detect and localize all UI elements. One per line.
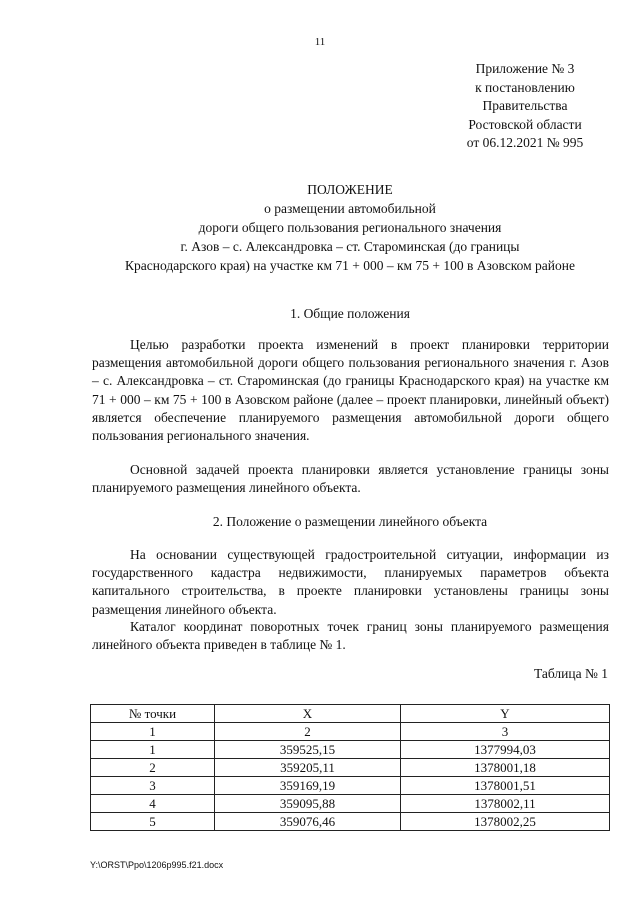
header-point-number: № точки (91, 705, 215, 723)
title-line: дороги общего пользования регионального значения (198, 220, 502, 235)
table-row (91, 741, 610, 759)
title-line: ПОЛОЖЕНИЕ (307, 182, 393, 197)
section1-paragraph2: Основной задачей проекта планировки является установление границы зоны планируемого размещения линейного объекта. (92, 462, 609, 496)
x-value: 359169,19 (215, 777, 401, 795)
table-numbering-row (91, 723, 610, 741)
appendix-block (430, 60, 620, 153)
header-x: X (215, 705, 401, 723)
coordinates-table (90, 704, 610, 831)
section2-paragraph2: Каталог координат поворотных точек границ зоны планируемого размещения линейного объекта приведен в таблице № 1. (92, 619, 609, 653)
x-value: 359525,15 (215, 741, 401, 759)
appendix-line: Приложение № 3 (475, 61, 575, 76)
x-value: 359095,88 (215, 795, 401, 813)
x-value: 359076,46 (215, 813, 401, 831)
numbering-cell: 2 (215, 723, 401, 741)
section2-heading: 2. Положение о размещении линейного объекта (212, 514, 488, 529)
title-line: Краснодарского края) на участке км 71 + 000 – км 75 + 100 в Азовском районе (125, 258, 575, 273)
numbering-cell: 3 (401, 723, 610, 741)
y-value: 1377994,03 (401, 741, 610, 759)
document-title (70, 180, 630, 275)
y-value: 1378001,51 (401, 777, 610, 795)
y-value: 1378001,18 (401, 759, 610, 777)
table-caption: Таблица № 1 (534, 666, 608, 681)
numbering-cell: 1 (91, 723, 215, 741)
title-line: о размещении автомобильной (264, 201, 436, 216)
x-value: 359205,11 (215, 759, 401, 777)
point-number: 4 (91, 795, 215, 813)
title-line: г. Азов – с. Александровка – ст. Староминская (до границы (180, 239, 520, 254)
appendix-line: к постановлению (475, 79, 575, 95)
section1-heading: 1. Общие положения (290, 306, 410, 321)
table-header-row (91, 705, 610, 723)
file-path-footer: Y:\ORST\Ppo\1206p995.f21.docx (90, 860, 224, 870)
point-number: 3 (91, 777, 215, 795)
section1-paragraph1: Целью разработки проекта изменений в проект планировки территории размещения автомобильной дороги общего пользования регионального значения г. Азов – с. Александровка – ст. Староминская (до границы Краснодарского края) на участке км 71 + 000 – км 75 + 100 в Азовском районе (далее – проект планировки, линейный объект) является обеспечение планируемого размещения автомобильной дороги общего пользования регионального значения. (92, 337, 609, 444)
table-row (91, 795, 610, 813)
appendix-line: Ростовской области (468, 116, 582, 132)
point-number: 2 (91, 759, 215, 777)
point-number: 5 (91, 813, 215, 831)
header-y: Y (401, 705, 610, 723)
table-row (91, 777, 610, 795)
table-row (91, 759, 610, 777)
page-number: 11 (314, 36, 326, 48)
section2-paragraph1: На основании существующей градостроительной ситуации, информации из государственного кадастра недвижимости, планируемых параметров объекта капитального строительства, в проекте планировки установлены границы зоны размещения линейного объекта. (92, 547, 609, 617)
table-row (91, 813, 610, 831)
appendix-line: от 06.12.2021 № 995 (466, 135, 584, 150)
y-value: 1378002,25 (401, 813, 610, 831)
appendix-line: Правительства (482, 98, 568, 113)
point-number: 1 (91, 741, 215, 759)
y-value: 1378002,11 (401, 795, 610, 813)
